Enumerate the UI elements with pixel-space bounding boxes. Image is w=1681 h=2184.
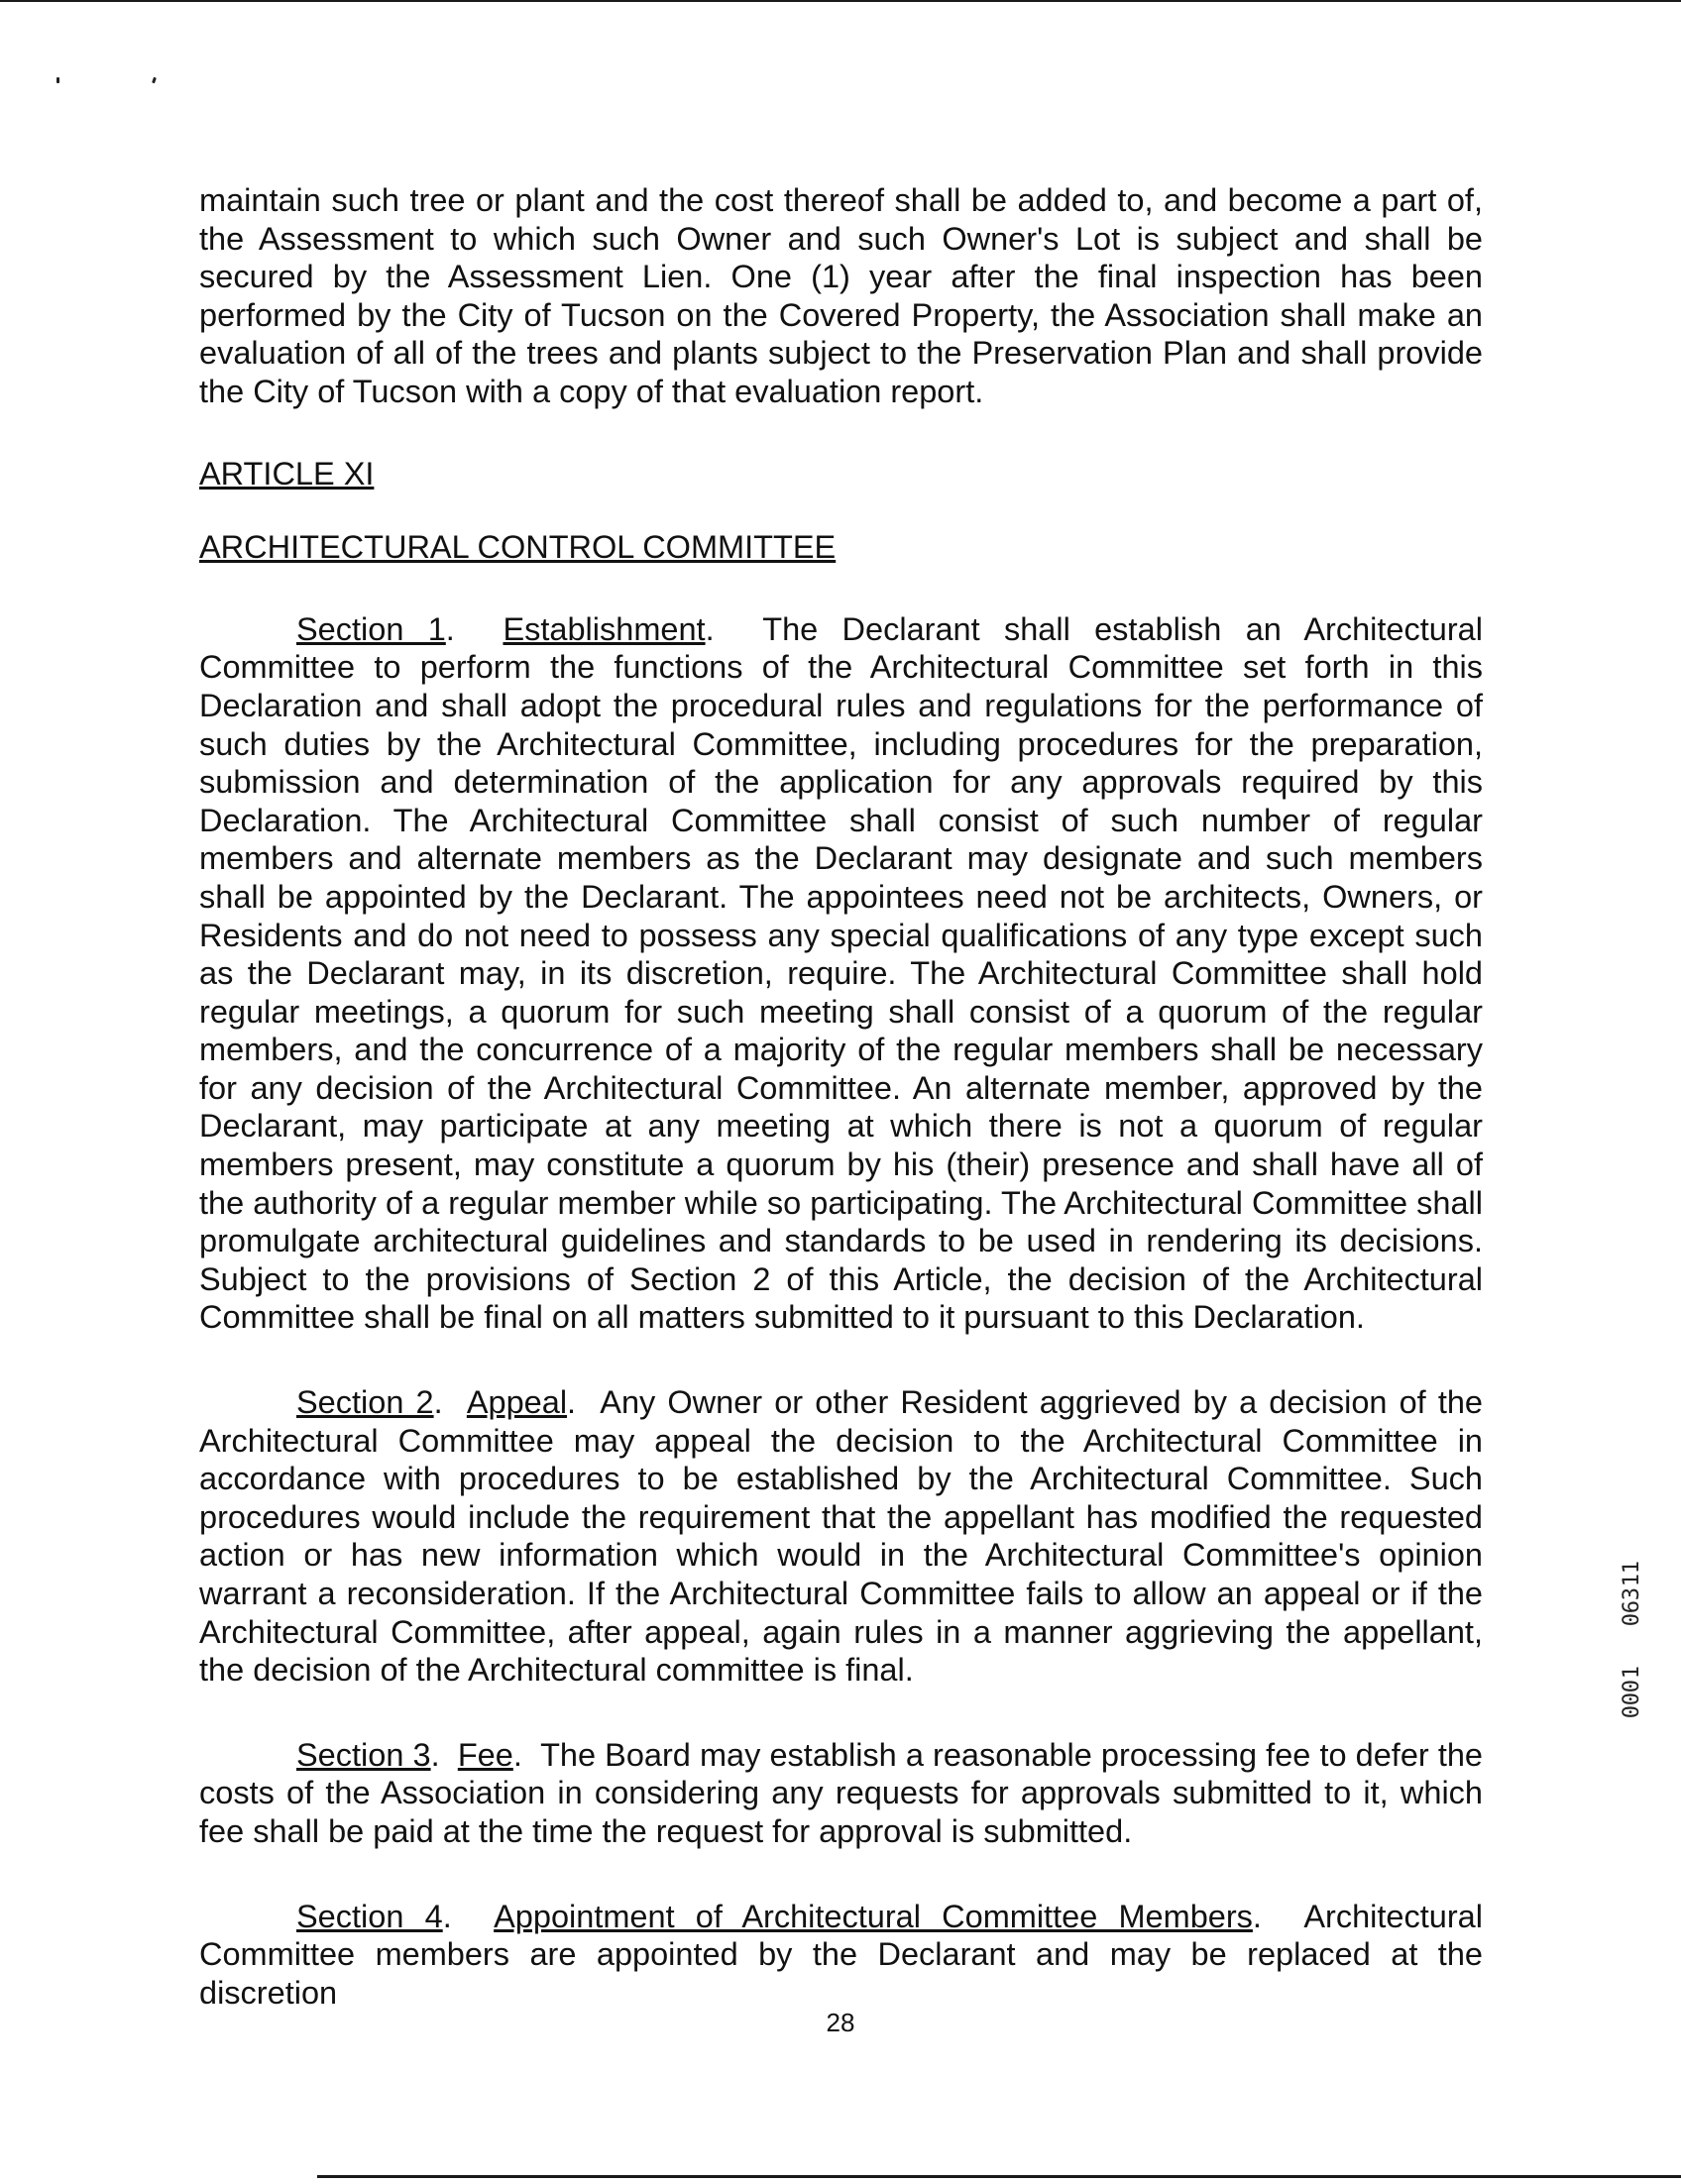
section-1-body: The Declarant shall establish an Architectural Committee to perform the functions of the Architectural Committee set forth in this Declaration and shall adopt the procedural rules and regulations for the performance of such duties by the Architectural Committee, including procedures for the preparation, submission and determination of the application for any approvals required by this Declaration. The Architectural Committee shall consist of such number of regular members and alternate members as the Declarant may designate and such members shall be appointed by the Declarant. The appointees need not be architects, Owners, or Residents and do not need to possess any special qualifications of any type except such as the Declarant may, in its discretion, require. The Architectural Committee shall hold regular meetings, a quorum for such meeting shall consist of a quorum of the regular members, and the concurrence of a majority of the regular members shall be necessary for any decision of the Architectural Committee. An alternate member, approved by the Declarant, may participate at any meeting at which there is not a quorum of regular members present, may constitute a quorum by his (their) presence and shall have all of the authority of a regular member while so participating. The Architectural Committee shall promulgate architectural guidelines and standards to be used in rendering its decisions. Subject to the provisions of Section 2 of this Article, the decision of the Architectural Committee shall be final on all matters submitted to it pursuant to this Declaration. [199, 610, 1483, 1336]
stamp-char: 1 [1620, 1561, 1644, 1575]
page-number: 28 [826, 2008, 855, 2037]
section-3-paragraph: Section 3. Fee. The Board may establish a reasonable processing fee to defer the costs of the Association in considering any requests for approvals submitted to it, which fee shall be paid at the time the request for approval is submitted. [199, 1736, 1484, 1849]
article-title: ARCHITECTURAL CONTROL COMMITTEE [199, 529, 837, 566]
section-2-paragraph: Section 2. Appeal. Any Owner or other Resident aggrieved by a decision of the Architectural Committee may appeal the decision to the Architectural Committee in accordance with procedures to be established by the Architectural Committee. Such procedures would include the requirement that the appellant has modified the requested action or has new information which would in the Architectural Committee's opinion warrant a reconsideration. If the Architectural Committee fails to allow an appeal or if the Architectural Committee, after appeal, again rules in a manner aggrieving the appellant, the decision of the Architectural committee is final. [199, 1384, 1484, 1689]
stamp-char: 1 [1620, 1666, 1644, 1680]
continuation-paragraph: maintain such tree or plant and the cost thereof shall be added to, and become a part of, the Assessment to which such Owner and such Owner's Lot is subject and shall be secured by the Assessment Lien. One (1) year after the final inspection has been performed by the City of Tucson on the Covered Property, the Association shall make an evaluation of all of the trees and plants subject to the Preservation Plan and shall provide the City of Tucson with a copy of that evaluation report. [199, 182, 1483, 409]
section-2-body: Any Owner or other Resident aggrieved by a decision of the Architectural Committee may appeal the decision to the Architectural Committee in accordance with procedures to be established by the Architectural Committee. Such procedures would include the requirement that the appellant has modified the requested action or has new information which would in the Architectural Committee's opinion warrant a reconsideration. If the Architectural Committee fails to allow an appeal or if the Architectural Committee, after appeal, again rules in a manner aggrieving the appellant, the decision of the Architectural committee is final. [199, 1384, 1484, 1689]
page-top-border [0, 0, 1681, 2]
section-4-label: Section 4 [296, 1898, 443, 1934]
stamp-char: 0 [1620, 1705, 1644, 1719]
section-4-title: Appointment of Architectural Committee Members [494, 1898, 1253, 1934]
stamp-char: 0 [1620, 1613, 1644, 1627]
page-bottom-line [317, 2175, 1681, 2178]
section-2-title: Appeal [466, 1384, 568, 1421]
scan-speck [152, 77, 157, 84]
stamp-char: 0 [1620, 1692, 1644, 1705]
stamp-char: 6 [1620, 1599, 1644, 1613]
section-3-body: The Board may establish a reasonable processing fee to defer the costs of the Association in considering any requests for approvals submitted to it, which fee shall be paid at the time the request for approval is submitted. [199, 1736, 1484, 1849]
article-heading: ARTICLE XI [199, 455, 375, 491]
section-3-label: Section 3 [296, 1736, 431, 1773]
stamp-char: 3 [1620, 1586, 1644, 1600]
section-1-paragraph: Section 1. Establishment. The Declarant shall establish an Architectural Committee to perform the functions of the Architectural Committee set forth in this Declaration and shall adopt the procedural rules and regulations for the performance of such duties by the Architectural Committee, including procedures for the preparation, submission and determination of the application for any approvals required by this Declaration. The Architectural Committee shall consist of such number of regular members and alternate members as the Declarant may designate and such members shall be appointed by the Declarant. The appointees need not be architects, Owners, or Residents and do not need to possess any special qualifications of any type except such as the Declarant may, in its discretion, require. The Architectural Committee shall hold regular meetings, a quorum for such meeting shall consist of a quorum of the regular members, and the concurrence of a majority of the regular members shall be necessary for any decision of the Architectural Committee. An alternate member, approved by the Declarant, may participate at any meeting at which there is not a quorum of regular members present, may constitute a quorum by his (their) presence and shall have all of the authority of a regular member while so participating. The Architectural Committee shall promulgate architectural guidelines and standards to be used in rendering its decisions. Subject to the provisions of Section 2 of this Article, the decision of the Architectural Committee shall be final on all matters submitted to it pursuant to this Declaration. [199, 610, 1483, 1336]
side-stamp [1622, 1561, 1643, 1718]
section-4-body: Architectural Committee members are appointed by the Declarant and may be replaced at the discretion [199, 1898, 1483, 2011]
section-1-title: Establishment [503, 610, 706, 647]
stamp-char: 1 [1620, 1574, 1644, 1587]
section-2-label: Section 2 [296, 1384, 434, 1421]
scan-speck [56, 77, 59, 83]
section-4-paragraph: Section 4. Appointment of Architectural Committee Members. Architectural Committee members are appointed by the Declarant and may be replaced at the discretion [199, 1898, 1483, 2011]
section-3-title: Fee [457, 1736, 513, 1773]
stamp-char: 0 [1620, 1679, 1644, 1693]
document-body [199, 181, 1483, 2012]
section-1-label: Section 1 [296, 610, 446, 647]
